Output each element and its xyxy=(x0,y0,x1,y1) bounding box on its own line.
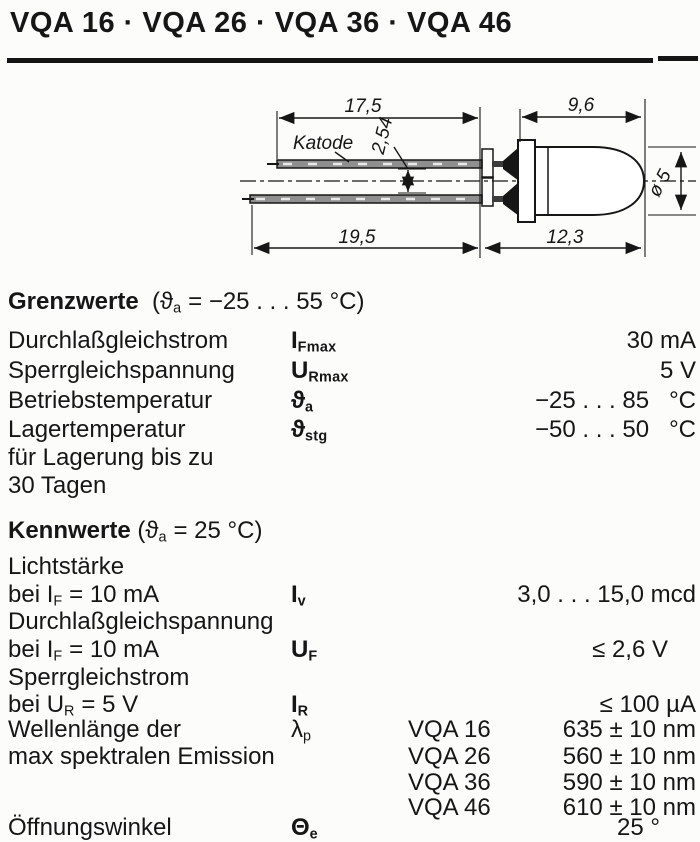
row-value-urmax: 5 V xyxy=(659,357,696,384)
row-label-durchlassgleichspannung-1: Durchlaßgleichspannung xyxy=(8,608,274,635)
row-label-durchlassgleichstrom: Durchlaßgleichstrom xyxy=(8,327,229,354)
row-label-lagertemperatur-1: Lagertemperatur xyxy=(8,416,186,443)
variant-value-vqa26: 560 ± 10 nm xyxy=(562,743,696,770)
dim-body-len-label: 9,6 xyxy=(567,95,595,116)
row-label-wellenlaenge-2: max spektralen Emission xyxy=(8,743,275,770)
row-label-lagertemperatur-2: für Lagerung bis zu xyxy=(8,444,214,471)
variant-value-vqa36: 590 ± 10 nm xyxy=(562,769,696,796)
row-value-theta-stg: −50 . . . 50 °C xyxy=(534,416,696,443)
row-symbol-theta-stg: ϑstg xyxy=(291,416,328,445)
dim-lead-top-label: 17,5 xyxy=(344,96,382,117)
led-body xyxy=(535,147,644,215)
row-label-sperrgleichstrom-2: bei UR = 5 V xyxy=(8,691,139,720)
row-label-lichtstaerke-1: Lichtstärke xyxy=(8,553,125,580)
row-label-oeffnungswinkel: Öffnungswinkel xyxy=(8,814,172,841)
row-label-lagertemperatur-3: 30 Tagen xyxy=(8,472,107,499)
row-symbol-lambda-p: λp xyxy=(291,716,312,745)
row-symbol-urmax: URmax xyxy=(291,357,349,386)
anode-fillet xyxy=(503,182,519,216)
led-dimension-drawing xyxy=(235,85,700,270)
row-symbol-ifmax: IFmax xyxy=(291,327,337,356)
row-symbol-theta-e: Θe xyxy=(291,814,318,842)
row-symbol-theta-a: ϑa xyxy=(291,387,314,416)
cathode-standoff xyxy=(482,149,493,178)
row-symbol-iv: Iv xyxy=(291,581,306,610)
dim-lead-bottom-label: 19,5 xyxy=(338,227,376,248)
row-value-theta-e: 25 ° xyxy=(617,814,660,841)
dim-diameter-label: ø 5 xyxy=(644,166,676,201)
row-value-ifmax: 30 mA xyxy=(626,327,696,354)
led-flange xyxy=(518,140,535,222)
row-label-lichtstaerke-2: bei IF = 10 mA xyxy=(8,581,160,610)
row-label-wellenlaenge-1: Wellenlänge der xyxy=(8,716,182,743)
variant-value-vqa46: 610 ± 10 nm xyxy=(562,794,696,821)
variant-name-vqa46: VQA 46 xyxy=(408,794,491,821)
cathode-fillet xyxy=(503,147,519,181)
row-label-durchlassgleichspannung-2: bei IF = 10 mA xyxy=(8,636,160,665)
row-value-theta-a: −25 . . . 85 °C xyxy=(534,387,696,414)
row-value-ir: ≤ 100 µA xyxy=(599,691,696,718)
row-label-sperrgleichspannung: Sperrgleichspannung xyxy=(8,357,235,384)
row-label-betriebstemperatur: Betriebstemperatur xyxy=(8,387,213,414)
variant-name-vqa16: VQA 16 xyxy=(408,716,491,743)
grenzwerte-heading: Grenzwerte (ϑa = −25 . . . 55 °C) xyxy=(8,288,365,317)
cathode-lead xyxy=(277,160,482,168)
row-value-uf: ≤ 2,6 V xyxy=(592,636,668,663)
variant-value-vqa16: 635 ± 10 nm xyxy=(562,716,696,743)
variant-name-vqa26: VQA 26 xyxy=(408,743,491,770)
header-divider-end xyxy=(658,56,698,61)
dim-lead-pitch-label: 2,54 xyxy=(368,115,398,157)
row-symbol-ir: IR xyxy=(291,691,309,720)
cathode-label: Katode xyxy=(293,133,354,154)
kennwerte-heading: Kennwerte (ϑa = 25 °C) xyxy=(8,517,263,546)
header-divider xyxy=(7,58,653,63)
row-value-iv: 3,0 . . . 15,0 mcd xyxy=(517,581,696,608)
row-symbol-uf: UF xyxy=(291,636,318,665)
row-label-sperrgleichstrom-1: Sperrgleichstrom xyxy=(8,664,190,691)
dim-body-total-label: 12,3 xyxy=(546,227,584,248)
variant-name-vqa36: VQA 36 xyxy=(408,769,491,796)
page-title: VQA 16 · VQA 26 · VQA 36 · VQA 46 xyxy=(10,7,513,39)
